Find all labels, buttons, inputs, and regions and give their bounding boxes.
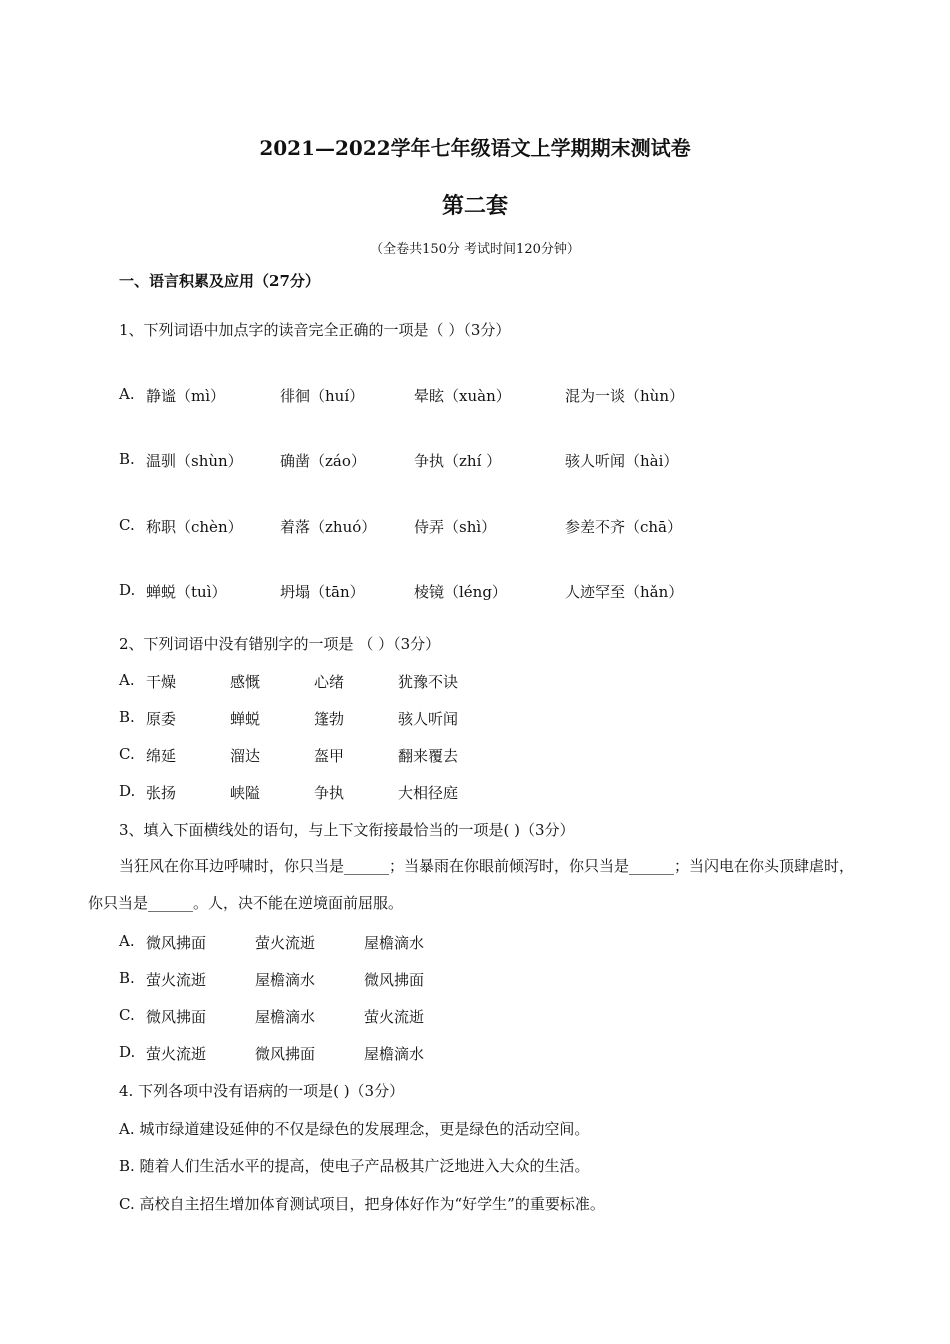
q1-option-d-label: D. bbox=[119, 581, 136, 599]
q1-option-a-label: A. bbox=[119, 385, 135, 403]
q2-option-d-item: 张扬 bbox=[146, 784, 177, 802]
q1-option-b-item: 骇人听闻（hài） bbox=[565, 452, 679, 470]
q4-stem: 4. 下列各项中没有语病的一项是( )（3分） bbox=[119, 1082, 405, 1100]
q1-option-a-item: 混为一谈（hùn） bbox=[565, 387, 684, 405]
q3-stem: 3、填入下面横线处的语句，与上下文衔接最恰当的一项是( )（3分） bbox=[119, 821, 575, 839]
q4-option-a: A. 城市绿道建设延伸的不仅是绿色的发展理念，更是绿色的活动空间。 bbox=[119, 1120, 590, 1138]
q3-option-a-label: A. bbox=[119, 932, 135, 950]
q1-option-b-item: 确凿（záo） bbox=[280, 452, 366, 470]
q2-option-b-item: 原委 bbox=[146, 710, 177, 728]
q1-option-b-item: 争执（zhí ） bbox=[414, 452, 502, 470]
q3-option-b-item: 微风拂面 bbox=[364, 971, 425, 989]
q1-option-c-item: 侍弄（shì） bbox=[414, 518, 497, 536]
q3-option-b-label: B. bbox=[119, 969, 135, 987]
q2-option-a-label: A. bbox=[119, 671, 135, 689]
q1-option-d-item: 蝉蜕（tuì） bbox=[146, 583, 227, 601]
exam-subtitle: 第二套 bbox=[441, 193, 508, 219]
q2-option-d-item: 峡隘 bbox=[230, 784, 261, 802]
q2-option-c-item: 溜达 bbox=[230, 747, 261, 765]
q1-option-b-item: 温驯（shùn） bbox=[146, 452, 243, 470]
q2-option-b-item: 篷勃 bbox=[314, 710, 345, 728]
q2-option-b-item: 骇人听闻 bbox=[398, 710, 459, 728]
q1-option-d-item: 坍塌（tān） bbox=[280, 583, 365, 601]
q2-option-a-item: 心绪 bbox=[314, 673, 345, 691]
q3-passage: 当狂风在你耳边呼啸时，你只当是______；当暴雨在你眼前倾泻时，你只当是______；当闪电在你头顶肆虐时，你只当是______。人，决不能在逆境面前屈服。 bbox=[88, 857, 855, 912]
exam-note: （全卷共150分 考试时间120分钟） bbox=[370, 242, 580, 257]
q2-option-b-item: 蝉蜕 bbox=[230, 710, 261, 728]
q2-option-a-item: 干燥 bbox=[146, 673, 177, 691]
q3-option-c-item: 屋檐滴水 bbox=[255, 1008, 316, 1026]
q1-option-a-item: 徘徊（huí） bbox=[280, 387, 365, 405]
q3-option-a-item: 微风拂面 bbox=[146, 934, 207, 952]
q3-option-d-item: 微风拂面 bbox=[255, 1045, 316, 1063]
q1-option-c-label: C. bbox=[119, 516, 135, 534]
q3-option-b-item: 萤火流逝 bbox=[146, 971, 207, 989]
q1-option-d-item: 棱镜（léng） bbox=[414, 583, 507, 601]
q4-option-c: C. 高校自主招生增加体育测试项目，把身体好作为“好学生”的重要标准。 bbox=[119, 1195, 605, 1213]
q2-option-a-item: 犹豫不诀 bbox=[398, 673, 459, 691]
q2-option-c-item: 盔甲 bbox=[314, 747, 345, 765]
q3-option-d-item: 屋檐滴水 bbox=[364, 1045, 425, 1063]
q3-option-c-item: 萤火流逝 bbox=[364, 1008, 425, 1026]
q1-option-a-item: 晕眩（xuàn） bbox=[414, 387, 511, 405]
q3-option-c-label: C. bbox=[119, 1006, 135, 1024]
q2-option-d-item: 大相径庭 bbox=[398, 784, 459, 802]
q3-option-d-label: D. bbox=[119, 1043, 136, 1061]
q2-option-c-item: 翻来覆去 bbox=[398, 747, 459, 765]
q1-option-c-item: 参差不齐（chā） bbox=[565, 518, 683, 536]
q2-option-a-item: 感慨 bbox=[230, 673, 261, 691]
q3-option-b-item: 屋檐滴水 bbox=[255, 971, 316, 989]
q1-option-a-item: 静谧（mì） bbox=[146, 387, 226, 405]
section-heading: 一、语言积累及应用（27分） bbox=[119, 272, 320, 290]
q3-option-a-item: 萤火流逝 bbox=[255, 934, 316, 952]
q1-stem: 1、下列词语中加点字的读音完全正确的一项是（ ）（3分） bbox=[119, 321, 511, 339]
q3-option-d-item: 萤火流逝 bbox=[146, 1045, 207, 1063]
q2-option-d-item: 争执 bbox=[314, 784, 345, 802]
q3-option-a-item: 屋檐滴水 bbox=[364, 934, 425, 952]
q2-stem: 2、下列词语中没有错别字的一项是 （ ）（3分） bbox=[119, 635, 441, 653]
exam-title: 2021—2022学年七年级语文上学期期末测试卷 bbox=[259, 136, 691, 160]
q1-option-c-item: 称职（chèn） bbox=[146, 518, 243, 536]
q2-option-b-label: B. bbox=[119, 708, 135, 726]
q1-option-b-label: B. bbox=[119, 450, 135, 468]
q3-option-c-item: 微风拂面 bbox=[146, 1008, 207, 1026]
q1-option-d-item: 人迹罕至（hǎn） bbox=[565, 583, 684, 601]
q2-option-d-label: D. bbox=[119, 782, 136, 800]
q4-option-b: B. 随着人们生活水平的提高，使电子产品极其广泛地进入大众的生活。 bbox=[119, 1157, 590, 1175]
q1-option-c-item: 着落（zhuó） bbox=[280, 518, 377, 536]
q2-option-c-item: 绵延 bbox=[146, 747, 177, 765]
q2-option-c-label: C. bbox=[119, 745, 135, 763]
